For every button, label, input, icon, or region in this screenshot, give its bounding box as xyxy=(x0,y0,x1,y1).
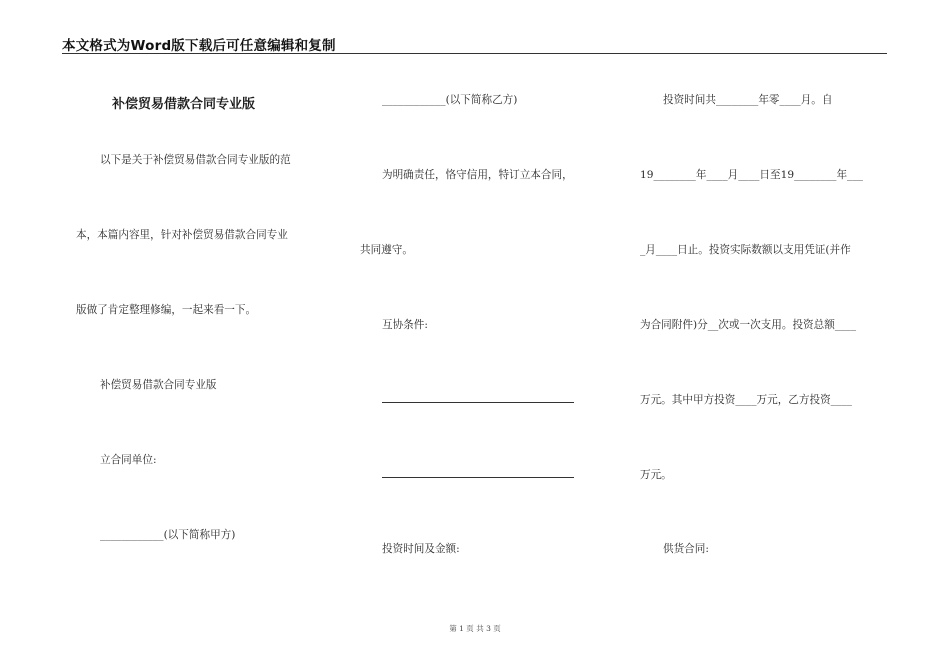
paragraph-line: 万元。其中甲方投资____万元，乙方投资____ xyxy=(640,394,852,406)
paragraph-line: 版做了肯定整理修编，一起来看一下。 xyxy=(76,304,257,316)
paragraph-line: 投资时间共________年零____月。自 xyxy=(663,94,833,106)
paragraph-line: 为合同附件)分__次或一次支用。投资总额____ xyxy=(640,319,857,331)
section-heading: 互协条件: xyxy=(382,319,428,331)
paragraph-line: _月____日止。投资实际数额以支用凭证(并作 xyxy=(640,244,851,256)
party-a-line: ____________(以下简称甲方) xyxy=(100,529,236,541)
header-divider xyxy=(62,53,887,54)
section-heading: 投资时间及金额: xyxy=(382,543,460,555)
blank-fill-line xyxy=(382,477,574,478)
paragraph-line: 共同遵守。 xyxy=(360,244,413,256)
document-title: 补偿贸易借款合同专业版 xyxy=(112,97,256,112)
paragraph-line: 以下是关于补偿贸易借款合同专业版的范 xyxy=(100,154,291,166)
paragraph-line: 立合同单位: xyxy=(100,454,157,466)
document-header-title: 本文格式为Word版下载后可任意编辑和复制 xyxy=(62,38,336,54)
section-heading: 供货合同: xyxy=(663,543,709,555)
paragraph-line: 万元。 xyxy=(640,469,672,481)
section-heading: 补偿贸易借款合同专业版 xyxy=(100,379,217,391)
paragraph-line: 本，本篇内容里，针对补偿贸易借款合同专业 xyxy=(76,229,288,241)
page-number: 第 1 页 共 3 页 xyxy=(449,624,501,633)
party-b-line: ____________(以下简称乙方) xyxy=(382,94,518,106)
blank-fill-line xyxy=(382,402,574,403)
paragraph-line: 为明确责任，恪守信用，特订立本合同， xyxy=(382,169,573,181)
paragraph-line: 19________年____月____日至19________年___ xyxy=(640,169,863,181)
